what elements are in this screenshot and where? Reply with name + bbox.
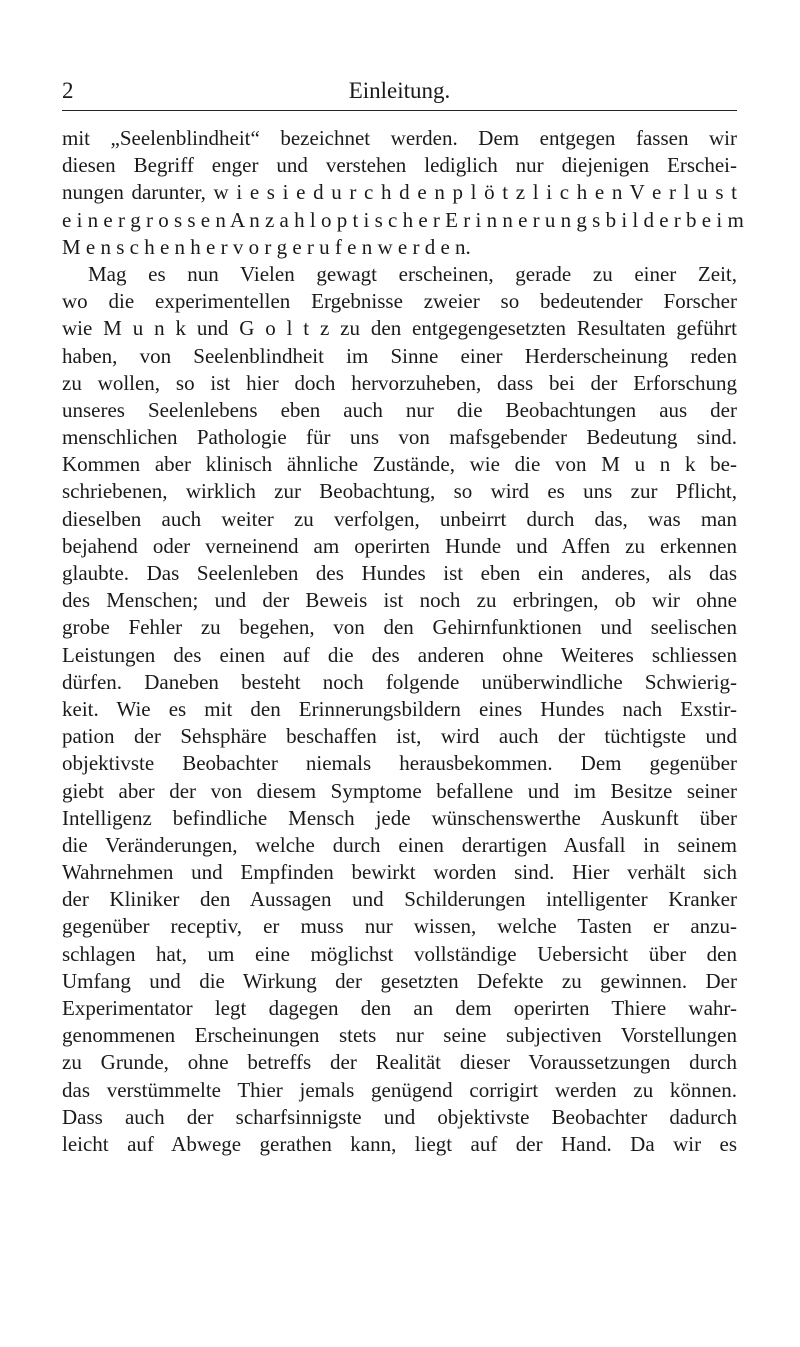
text-line: wo die experimentellen Ergebnisse zweier so bedeutender Forscher: [62, 289, 737, 314]
text-line: grobe Fehler zu begehen, von den Gehirnfunktionen und seelischen: [62, 615, 737, 640]
text-line: e i n e r g r o s s e n A n z a h l o p t i s c h e r E r i n n e r u n g s b i l d e r b e i m: [62, 207, 744, 232]
text-line: glaubte. Das Seelenleben des Hundes ist eben ein anderes, als das: [62, 561, 737, 585]
text-line: genommenen Erscheinungen stets nur seine subjectiven Vorstellungen: [62, 1023, 737, 1048]
text-line: unseres Seelenlebens eben auch nur die Beobachtungen aus der: [62, 397, 737, 422]
text-line: M e n s c h e n h e r v o r g e r u f e n w e r d e n.: [62, 234, 471, 259]
text-line: schriebenen, wirklich zur Beobachtung, so wird es uns zur Pflicht,: [62, 479, 737, 504]
text-line: zu wollen, so ist hier doch hervorzuheben, dass bei der Erforschung: [62, 370, 737, 395]
text-line: Intelligenz befindliche Mensch jede wünschenswerthe Auskunft über: [62, 805, 737, 830]
page-header: [62, 78, 737, 111]
text-line: der Kliniker den Aussagen und Schilderungen intelligenter Kranker: [62, 887, 737, 912]
text-line: das verstümmelte Thier jemals genügend corrigirt werden zu können.: [62, 1077, 737, 1102]
text-line: bejahend oder verneinend am operirten Hunde und Affen zu erkennen: [62, 533, 737, 558]
text-line: Mag es nun Vielen gewagt erscheinen, gerade zu einer Zeit,: [88, 261, 737, 286]
text-line: wie M u n k und G o l t z zu den entgegengesetzten Resultaten geführt: [62, 316, 737, 341]
text-line: dürfen. Daneben besteht noch folgende unüberwindliche Schwierig-: [62, 669, 737, 694]
text-line: diesen Begriff enger und verstehen lediglich nur diejenigen Erschei-: [62, 153, 737, 178]
text-line: dieselben auch weiter zu verfolgen, unbeirrt durch das, was man: [62, 506, 737, 531]
text-line: haben, von Seelenblindheit im Sinne einer Herderscheinung reden: [62, 343, 737, 368]
text-line: gegenüber receptiv, er muss nur wissen, welche Tasten er anzu-: [62, 914, 737, 939]
text-line: pation der Sehsphäre beschaffen ist, wird auch der tüchtigste und: [62, 724, 737, 749]
text-line: nungen darunter, w i e s i e d u r c h d e n p l ö t z l i c h e n V e r l u s t: [62, 180, 737, 205]
text-line: Kommen aber klinisch ähnliche Zustände, wie die von M u n k be-: [62, 452, 737, 477]
text-line: die Veränderungen, welche durch einen derartigen Ausfall in seinem: [62, 832, 737, 857]
text-line: objektivste Beobachter niemals herausbekommen. Dem gegenüber: [62, 751, 737, 776]
text-line: schlagen hat, um eine möglichst vollständige Uebersicht über den: [62, 941, 737, 966]
text-line: leicht auf Abwege gerathen kann, liegt auf der Hand. Da wir es: [62, 1131, 737, 1156]
running-title: Einleitung.: [348, 78, 451, 103]
page-number: 2: [62, 78, 74, 103]
text-line: menschlichen Pathologie für uns von mafsgebender Bedeutung sind.: [62, 425, 737, 450]
text-line: Dass auch der scharfsinnigste und objektivste Beobachter dadurch: [62, 1104, 737, 1129]
text-line: Wahrnehmen und Empfinden bewirkt worden sind. Hier verhält sich: [62, 860, 737, 885]
text-line: Experimentator legt dagegen den an dem operirten Thiere wahr-: [62, 996, 737, 1020]
text-line: keit. Wie es mit den Erinnerungsbildern eines Hundes nach Exstir-: [62, 696, 737, 721]
text-line: zu Grunde, ohne betreffs der Realität dieser Voraussetzungen durch: [62, 1050, 737, 1075]
text-line: mit „Seelenblindheit“ bezeichnet werden. Dem entgegen fassen wir: [62, 126, 737, 150]
text-line: Leistungen des einen auf die des anderen ohne Weiteres schliessen: [62, 642, 737, 667]
text-line: des Menschen; und der Beweis ist noch zu erbringen, ob wir ohne: [62, 588, 737, 613]
text-line: giebt aber der von diesem Symptome befallene und im Besitze seiner: [62, 778, 737, 803]
text-line: Umfang und die Wirkung der gesetzten Defekte zu gewinnen. Der: [62, 968, 737, 993]
body-text: [62, 125, 744, 1158]
